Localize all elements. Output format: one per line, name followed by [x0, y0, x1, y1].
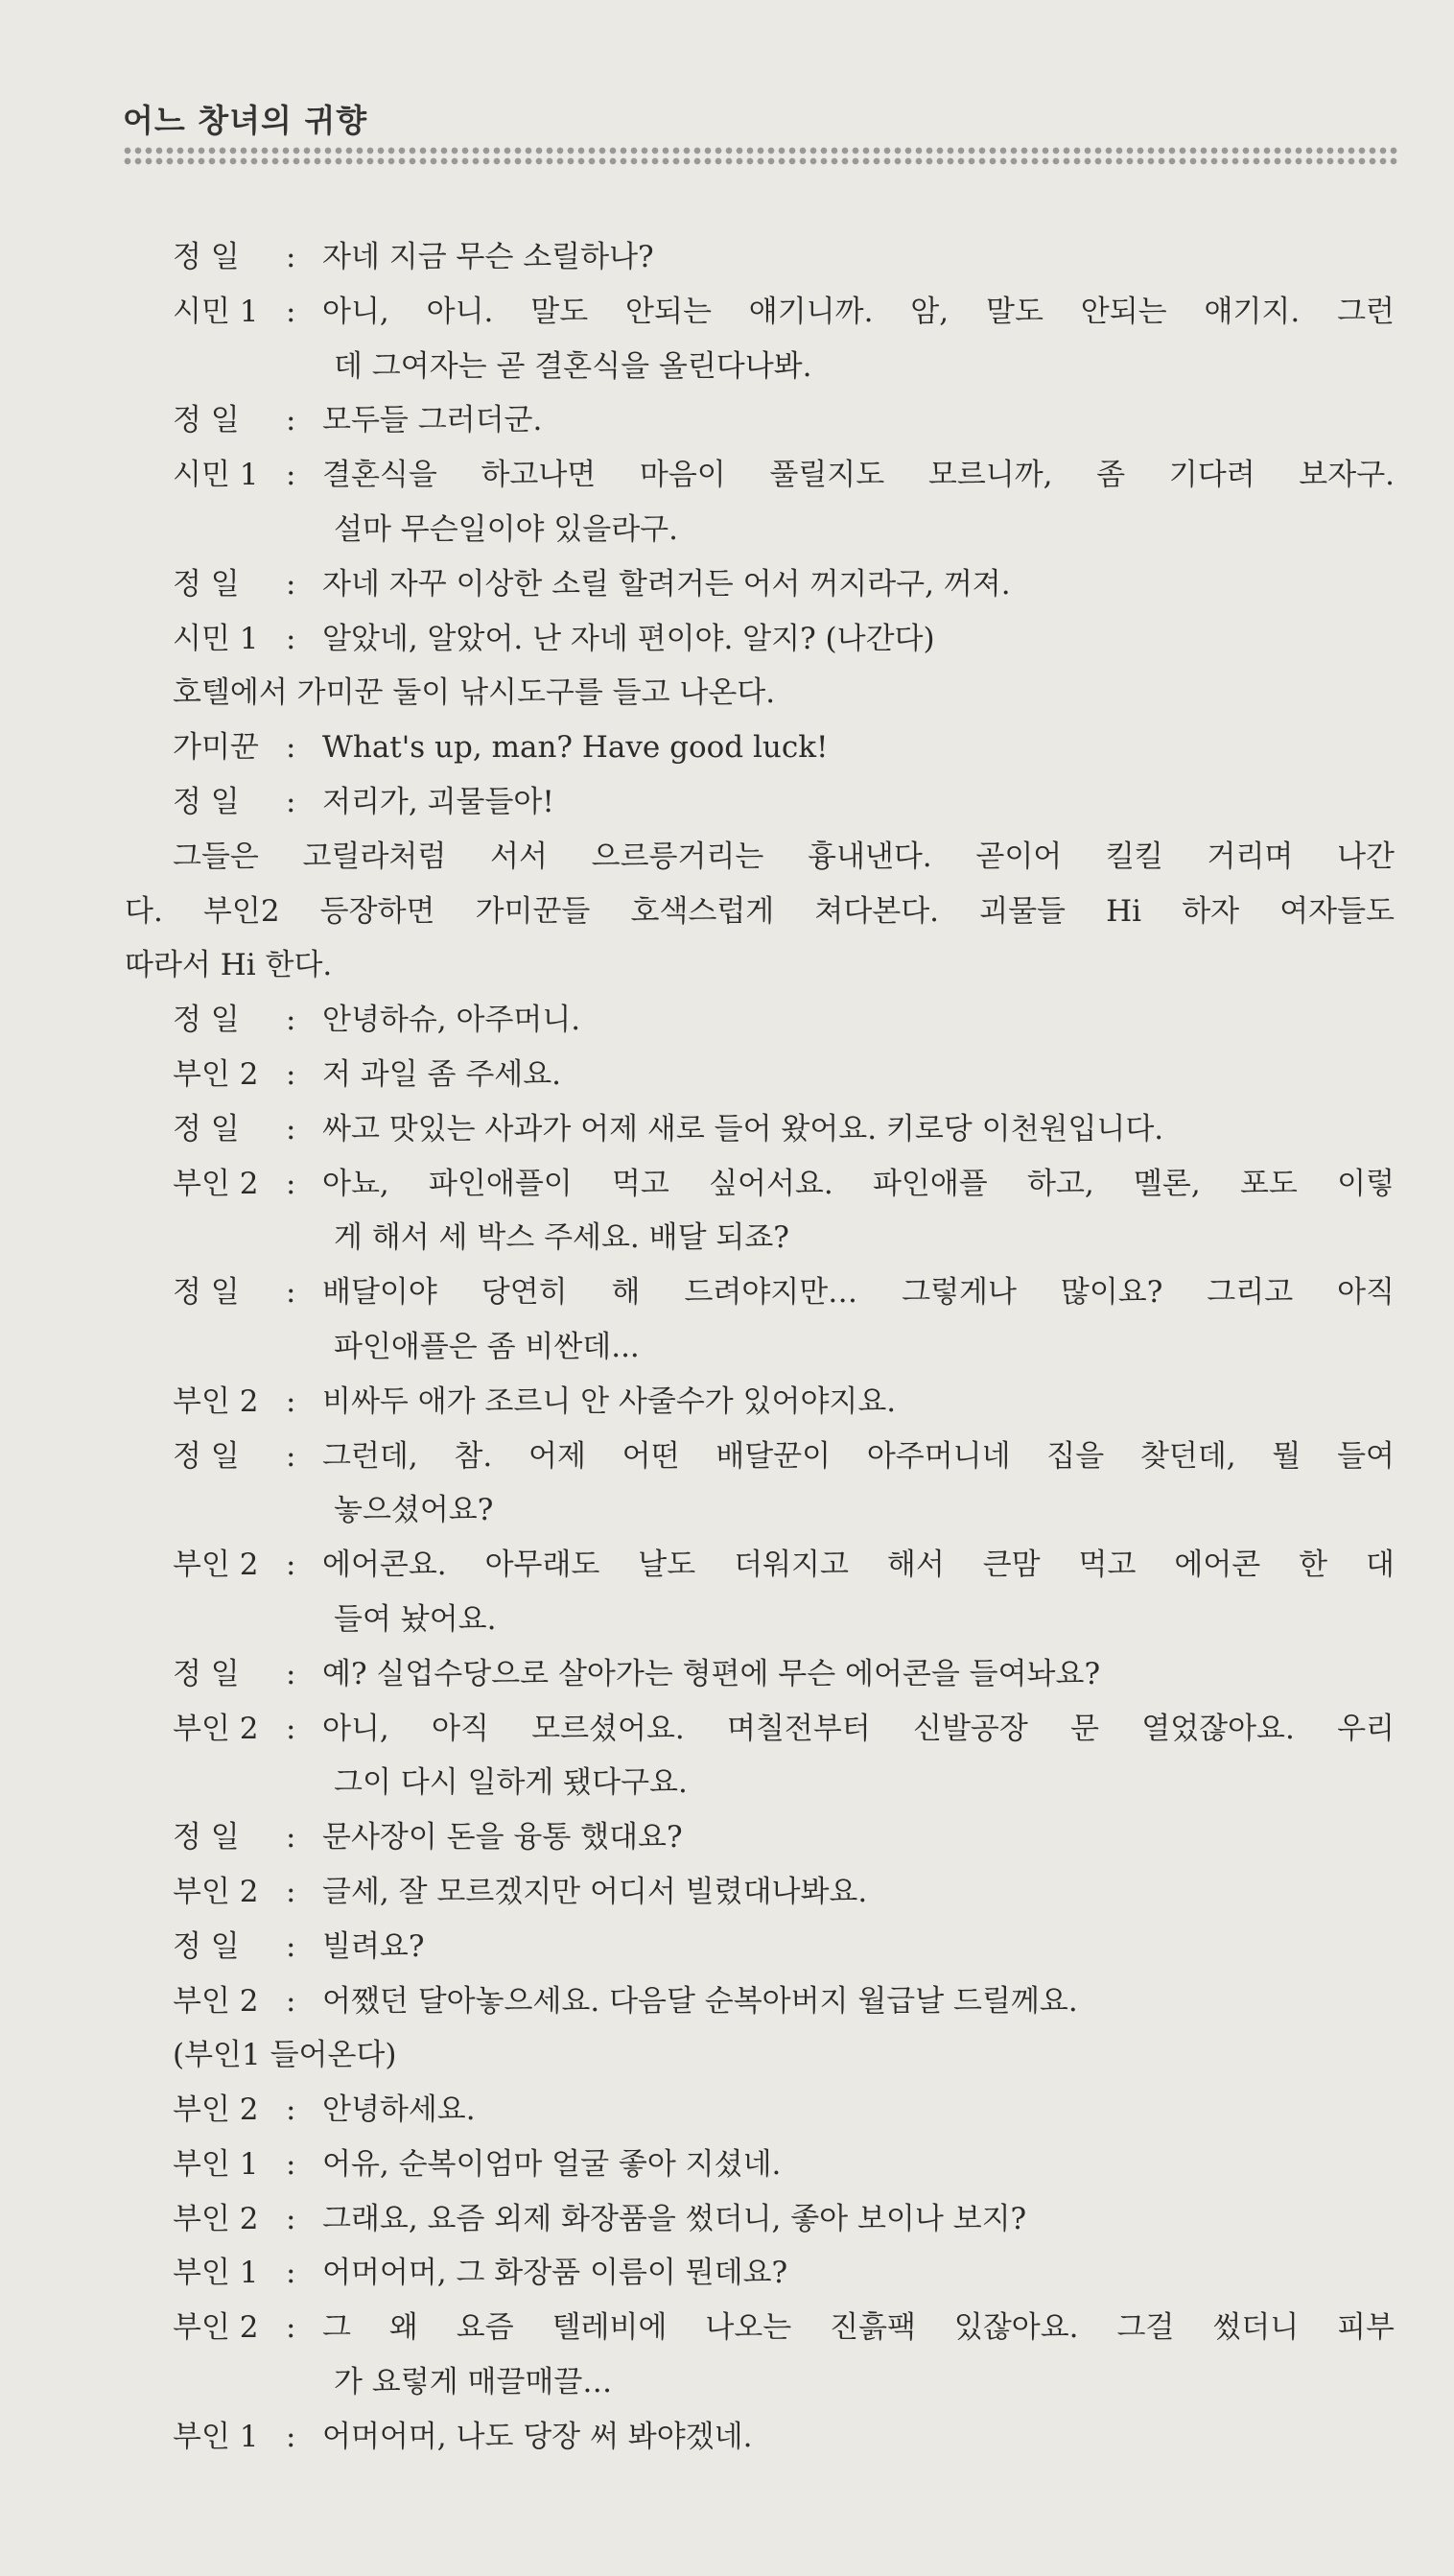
dialogue-line [0, 2083, 1454, 2138]
stage-direction-line [0, 885, 1454, 939]
dialogue-text: What's up, man? Have good luck! [322, 730, 829, 766]
stage-direction: 다. 부인2 등장하면 가미꾼들 호색스럽게 쳐다본다. 괴물들 Hi 하자 여자들도 [125, 893, 1395, 929]
speaker-separator: : [286, 458, 296, 493]
dialogue-line [0, 1538, 1454, 1593]
dialogue-line [0, 448, 1454, 503]
dialogue-text: 문사장이 돈을 융통 했대요? [322, 1820, 683, 1855]
dialogue-text: 설마 무슨일이야 있을라구. [334, 511, 678, 547]
stage-direction-line [0, 666, 1454, 721]
dotted-rule [123, 146, 1398, 167]
dialogue-line [0, 230, 1454, 285]
speaker-name: 정 일 [173, 566, 240, 602]
dialogue-text: 그런데, 참. 어제 어떤 배달꾼이 아주머니네 집을 찾던데, 뭘 들여 [322, 1438, 1395, 1474]
dialogue-line [0, 393, 1454, 448]
speaker-separator: : [286, 403, 296, 438]
dialogue-text: 데 그여자는 곧 결혼식을 올린다나봐. [334, 348, 812, 384]
dialogue-continuation [0, 340, 1454, 394]
speaker-name: 부인 1 [173, 2146, 259, 2182]
dialogue-text: 자네 지금 무슨 소릴하나? [322, 240, 654, 274]
speaker-separator: : [286, 2092, 296, 2128]
speaker-name: 부인 2 [173, 1548, 259, 1583]
speaker-separator: : [286, 2419, 296, 2454]
dialogue-text: 글세, 잘 모르겠지만 어디서 빌렸대나봐요. [322, 1874, 868, 1909]
dialogue-line [0, 1920, 1454, 1974]
speaker-name: 시민 1 [173, 621, 259, 656]
dialogue-continuation [0, 1211, 1454, 1265]
dialogue-line [0, 1647, 1454, 1702]
speaker-separator: : [286, 2310, 296, 2346]
dialogue-text: 빌려요? [322, 1928, 425, 1964]
dialogue-line [0, 1265, 1454, 1320]
speaker-name: 부인 2 [173, 1711, 259, 1746]
speaker-name: 정 일 [173, 1656, 240, 1691]
dialogue-continuation [0, 1483, 1454, 1538]
speaker-separator: : [286, 1275, 296, 1311]
dialogue-text: 알았네, 알았어. 난 자네 편이야. 알지? (나간다) [322, 621, 935, 656]
dialogue-text: 아뇨, 파인애플이 먹고 싶어서요. 파인애플 하고, 멜론, 포도 이렇 [322, 1166, 1395, 1201]
speaker-name: 정 일 [173, 1111, 240, 1146]
dialogue-line [0, 1810, 1454, 1865]
dialogue-text: 결혼식을 하고나면 마음이 풀릴지도 모르니까, 좀 기다려 보자구. [322, 458, 1395, 493]
speaker-name: 부인 1 [173, 2256, 259, 2291]
speaker-name: 부인 2 [173, 2201, 259, 2236]
speaker-name: 부인 2 [173, 1383, 259, 1419]
dialogue-text: 어머어머, 그 화장품 이름이 뭔데요? [322, 2256, 788, 2291]
stage-direction-line [0, 938, 1454, 993]
speaker-name: 정 일 [173, 1438, 240, 1474]
dialogue-text: 비싸두 애가 조르니 안 사줄수가 있어야지요. [322, 1383, 897, 1419]
dialogue-line [0, 2138, 1454, 2192]
speaker-name: 가미꾼 [173, 730, 259, 766]
dialogue-text: 자네 자꾸 이상한 소릴 할려거든 어서 꺼지라구, 꺼져. [322, 566, 1011, 602]
speaker-name: 정 일 [173, 240, 240, 274]
dialogue-continuation [0, 2355, 1454, 2410]
speaker-separator: : [286, 1711, 296, 1746]
speaker-name: 부인 2 [173, 1166, 259, 1201]
dialogue-line [0, 2192, 1454, 2247]
speaker-separator: : [286, 730, 296, 766]
speaker-name: 시민 1 [173, 458, 259, 493]
dialogue-line [0, 1157, 1454, 1212]
dialogue-text: 배달이야 당연히 해 드려야지만… 그렇게나 많이요? 그리고 아직 [322, 1275, 1395, 1311]
dialogue-text: 모두들 그러더군. [322, 403, 543, 438]
dialogue-line [0, 2410, 1454, 2465]
dialogue-line [0, 1974, 1454, 2029]
speaker-name: 부인 1 [173, 2419, 259, 2454]
dialogue-text: 저 과일 좀 주세요. [322, 1056, 562, 1092]
speaker-separator: : [286, 1383, 296, 1419]
dialogue-continuation [0, 1320, 1454, 1375]
speaker-separator: : [286, 1548, 296, 1583]
dialogue-text: 아니, 아니. 말도 안되는 얘기니까. 암, 말도 안되는 얘기지. 그런 [322, 294, 1395, 329]
dialogue-text: 가 요렇게 매끌매끌… [334, 2365, 613, 2400]
dialogue-text: 놓으셨어요? [334, 1493, 494, 1528]
stage-direction: (부인1 들어온다) [173, 2038, 397, 2073]
dialogue-line [0, 612, 1454, 667]
dialogue-line [0, 993, 1454, 1048]
speaker-separator: : [286, 1438, 296, 1474]
dialogue-continuation [0, 503, 1454, 557]
stage-direction-line [0, 2028, 1454, 2083]
speaker-separator: : [286, 240, 296, 274]
dialogue-text: 아니, 아직 모르셨어요. 며칠전부터 신발공장 문 열었잖아요. 우리 [322, 1711, 1395, 1746]
dialogue-text: 예? 실업수당으로 살아가는 형편에 무슨 에어콘을 들여놔요? [322, 1656, 1101, 1691]
speaker-separator: : [286, 566, 296, 602]
dialogue-line [0, 721, 1454, 775]
stage-direction-line [0, 830, 1454, 885]
speaker-name: 시민 1 [173, 294, 259, 329]
dialogue-text: 파인애플은 좀 비싼데... [334, 1329, 640, 1364]
speaker-separator: : [286, 2146, 296, 2182]
stage-direction: 호텔에서 가미꾼 둘이 낚시도구를 들고 나온다. [173, 675, 776, 711]
dialogue-text: 안녕하슈, 아주머니. [322, 1003, 581, 1038]
speaker-separator: : [286, 1111, 296, 1146]
speaker-separator: : [286, 784, 296, 819]
speaker-separator: : [286, 294, 296, 329]
stage-direction: 따라서 Hi 한다. [125, 948, 333, 983]
dialogue-text: 에어콘요. 아무래도 날도 더워지고 해서 큰맘 먹고 에어콘 한 대 [322, 1548, 1395, 1583]
speaker-name: 부인 2 [173, 2092, 259, 2128]
dialogue-line [0, 1430, 1454, 1484]
speaker-separator: : [286, 621, 296, 656]
dialogue-text: 어유, 순복이엄마 얼굴 좋아 지셨네. [322, 2146, 782, 2182]
dialogue-line [0, 1865, 1454, 1920]
dialogue-line [0, 775, 1454, 830]
dialogue-line [0, 2246, 1454, 2301]
script-body [0, 230, 1454, 2465]
dialogue-text: 그 왜 요즘 텔레비에 나오는 진흙팩 있잖아요. 그걸 썼더니 피부 [322, 2310, 1395, 2346]
dialogue-line [0, 1102, 1454, 1157]
dialogue-text: 그래요, 요즘 외제 화장품을 썼더니, 좋아 보이나 보지? [322, 2201, 1027, 2236]
speaker-name: 부인 2 [173, 2310, 259, 2346]
speaker-name: 부인 2 [173, 1983, 259, 2019]
dialogue-line [0, 1375, 1454, 1430]
speaker-name: 정 일 [173, 1928, 240, 1964]
dialogue-text: 어쨌던 달아놓으세요. 다음달 순복아버지 월급날 드릴께요. [322, 1983, 1078, 2019]
dialogue-continuation [0, 1593, 1454, 1647]
speaker-name: 정 일 [173, 403, 240, 438]
dialogue-text: 저리가, 괴물들아! [322, 784, 554, 819]
dialogue-text: 그이 다시 일하게 됐다구요. [334, 1765, 688, 1801]
dialogue-text: 어머어머, 나도 당장 써 봐야겠네. [322, 2419, 753, 2454]
speaker-separator: : [286, 1928, 296, 1964]
speaker-separator: : [286, 1056, 296, 1092]
dialogue-text: 게 해서 세 박스 주세요. 배달 되죠? [334, 1220, 789, 1256]
running-head: 어느 창녀의 귀향 [123, 102, 368, 139]
speaker-name: 정 일 [173, 1275, 240, 1311]
dialogue-line [0, 1702, 1454, 1757]
speaker-separator: : [286, 2201, 296, 2236]
speaker-separator: : [286, 1820, 296, 1855]
speaker-name: 부인 2 [173, 1056, 259, 1092]
stage-direction: 그들은 고릴라처럼 서서 으르릉거리는 흉내낸다. 곧이어 킬킬 거리며 나간 [173, 839, 1395, 874]
dialogue-line [0, 285, 1454, 340]
dialogue-continuation [0, 1756, 1454, 1810]
dialogue-text: 안녕하세요. [322, 2092, 476, 2128]
speaker-name: 정 일 [173, 784, 240, 819]
dialogue-line [0, 2301, 1454, 2355]
speaker-separator: : [286, 1003, 296, 1038]
speaker-name: 부인 2 [173, 1874, 259, 1909]
speaker-separator: : [286, 2256, 296, 2291]
speaker-separator: : [286, 1983, 296, 2019]
dialogue-text: 싸고 맛있는 사과가 어제 새로 들어 왔어요. 키로당 이천원입니다. [322, 1111, 1164, 1146]
speaker-name: 정 일 [173, 1003, 240, 1038]
dialogue-line [0, 557, 1454, 612]
speaker-separator: : [286, 1656, 296, 1691]
dialogue-text: 들여 놨어요. [334, 1601, 497, 1637]
speaker-separator: : [286, 1166, 296, 1201]
speaker-name: 정 일 [173, 1820, 240, 1855]
speaker-separator: : [286, 1874, 296, 1909]
dialogue-line [0, 1048, 1454, 1102]
